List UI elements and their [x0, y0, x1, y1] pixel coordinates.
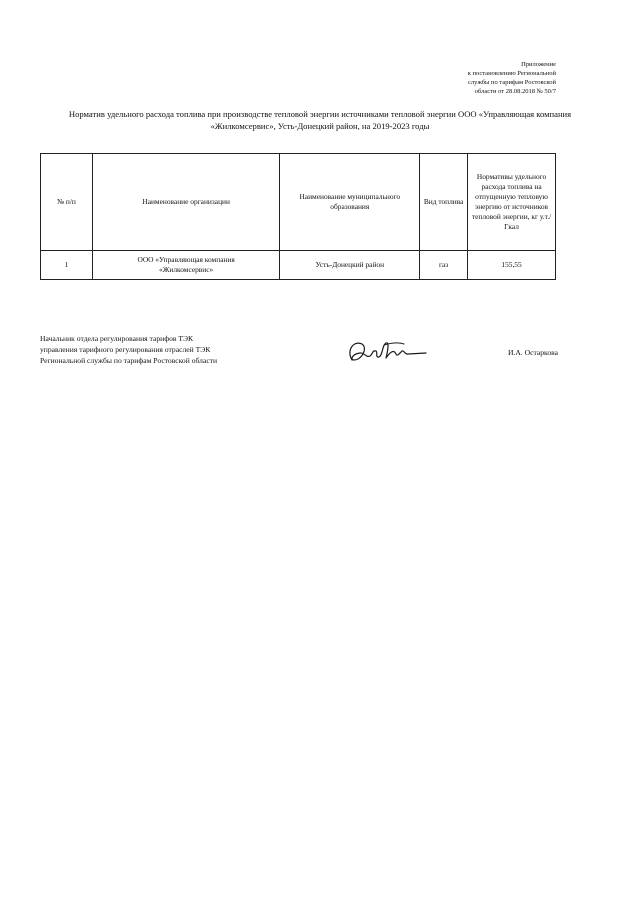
position-line: управления тарифного регулирования отраслей ТЭК — [40, 345, 211, 354]
organization-line: ООО «Управляющая компания — [137, 255, 235, 264]
table-header-row — [41, 154, 556, 251]
position-line: Региональной службы по тарифам Ростовской области — [40, 356, 218, 365]
cell-municipality: Усть-Донецкий район — [280, 251, 420, 280]
signature-block — [40, 333, 560, 373]
position-line: Начальник отдела регулирования тарифов ТЭК — [40, 334, 194, 343]
document-title-line: «Жилкомсервис», Усть-Донецкий район, на 2019-2023 годы — [210, 121, 430, 131]
document-title-line: Норматив удельного расхода топлива при производстве тепловой энергии источниками тепловой энергии ООО «Управляющая компания — [68, 109, 572, 119]
cell-norm: 155,55 — [468, 251, 556, 280]
header-norm: Нормативы удельного расхода топлива на отпущенную тепловую энергию от источников тепловой энергии, кг у.т./Гкал — [468, 154, 556, 251]
table-row — [41, 251, 556, 280]
handwritten-signature — [342, 336, 432, 366]
header-fuel-type: Вид топлива — [420, 154, 468, 251]
header-organization: Наименование организации — [92, 154, 280, 251]
header-municipality: Наименование муниципального образования — [280, 154, 420, 251]
header-number: № п/п — [41, 154, 93, 251]
fuel-norms-table — [40, 153, 556, 280]
appendix-note — [356, 60, 556, 96]
appendix-line: к постановлению Региональной — [467, 70, 556, 77]
appendix-line: службы по тарифам Ростовской — [468, 79, 556, 86]
cell-fuel-type: газ — [420, 251, 468, 280]
cell-organization — [92, 251, 280, 280]
document-title — [40, 108, 600, 132]
appendix-line: Приложение — [521, 61, 556, 68]
organization-line: «Жилкомсервис» — [159, 265, 214, 274]
appendix-line: области от 28.08.2018 № 50/7 — [474, 88, 556, 95]
signatory-position — [40, 333, 300, 366]
cell-number: 1 — [41, 251, 93, 280]
signatory-name: И.А. Остаркова — [507, 348, 558, 357]
